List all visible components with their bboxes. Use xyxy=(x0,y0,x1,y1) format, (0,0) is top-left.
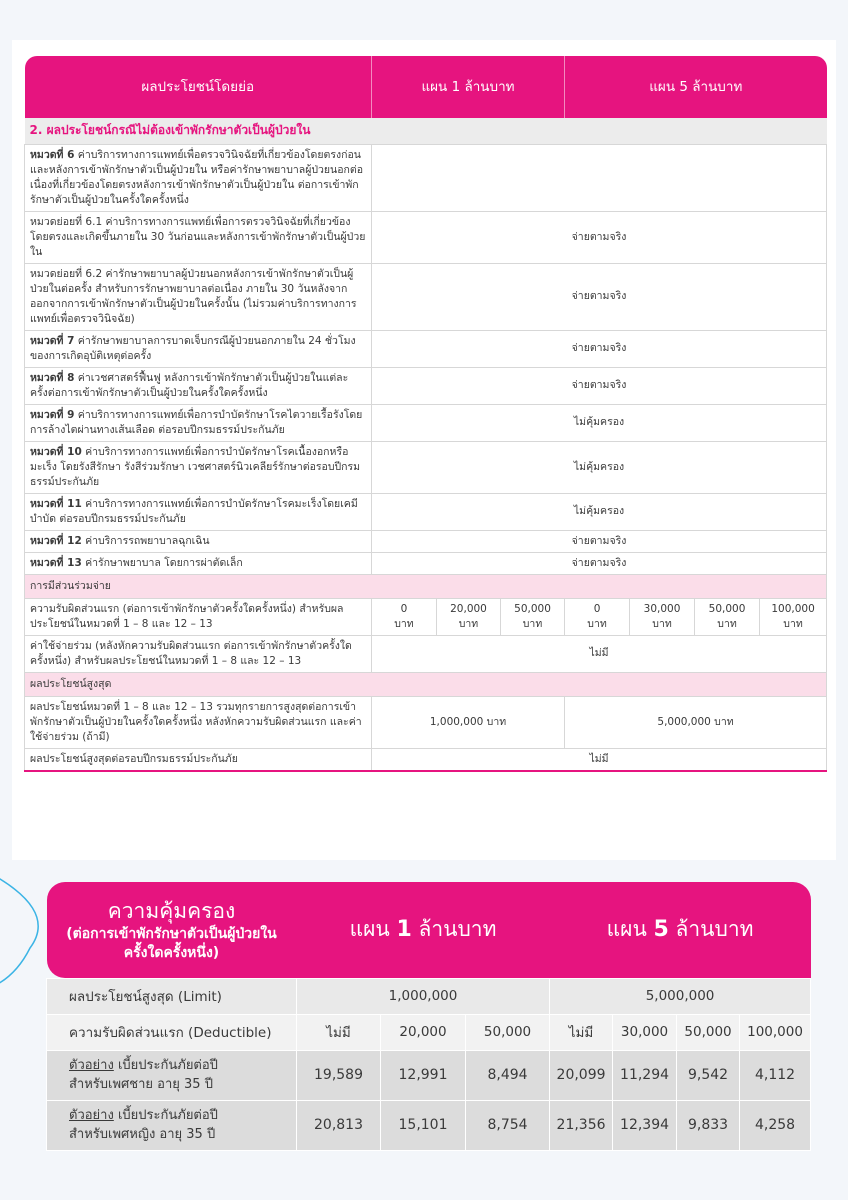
max-benefit-row xyxy=(25,696,827,748)
copay-band-row xyxy=(25,574,827,598)
deductible-unit: บาท xyxy=(783,617,803,630)
table1-header xyxy=(25,56,827,118)
category-value: ไม่คุ้มครอง xyxy=(372,493,827,530)
category-value: ไม่คุ้มครอง xyxy=(372,441,827,493)
category-text: ค่าบริการทางการแพทย์เพื่อการบำบัดรักษาโรคไตวายเรื้อรังโดยการล้างไตผ่านทางเส้นเลือด ต่อรอบปีกรมธรรม์ประกันภัย xyxy=(30,408,363,436)
section-title: 2. ผลประโยชน์กรณีไม่ต้องเข้าพักรักษาตัวเป็นผู้ป่วยใน xyxy=(25,118,827,144)
deductible-value xyxy=(437,598,501,635)
benefit-summary-table xyxy=(24,56,827,772)
category-row xyxy=(25,530,827,552)
category-row xyxy=(25,493,827,530)
category-row xyxy=(25,441,827,493)
female-premium-value: 8,754 xyxy=(466,1100,550,1150)
female-premium-value: 9,833 xyxy=(677,1100,740,1150)
deductible-value xyxy=(695,598,760,635)
deductible-amount: 100,000 xyxy=(771,602,815,615)
deductible-value: ไม่มี xyxy=(550,1014,613,1050)
header-plan1: แผน 1 ล้านบาท xyxy=(372,56,565,118)
copay-label: ค่าใช้จ่ายร่วม (หลังหักความรับผิดส่วนแรก ต่อการเข้าพักรักษาตัวครั้งใดครั้งหนึ่ง) สำหรับผลประโยชน์ในหมวดที่ 1 – 8 และ 12 – 13 xyxy=(25,635,372,672)
coverage-subtitle: (ต่อการเข้าพักรักษาตัวเป็นผู้ป่วยในครั้งใดครั้งหนึ่ง) xyxy=(66,925,277,961)
category-value: ไม่คุ้มครอง xyxy=(372,404,827,441)
max-benefit-plan5: 5,000,000 บาท xyxy=(565,696,827,748)
plan1-prefix: แผน xyxy=(349,917,397,942)
female-premium-value: 12,394 xyxy=(613,1100,677,1150)
deductible-value: ไม่มี xyxy=(297,1014,381,1050)
limit-label: ผลประโยชน์สูงสุด (Limit) xyxy=(47,978,297,1014)
category-number: หมวดที่ 9 xyxy=(30,408,75,421)
male-premium-value: 8,494 xyxy=(466,1050,550,1100)
plan5-header xyxy=(550,882,811,978)
category-description xyxy=(25,493,372,530)
category-description xyxy=(25,263,372,330)
copay-band: การมีส่วนร่วมจ่าย xyxy=(25,574,827,598)
header-plan5: แผน 5 ล้านบาท xyxy=(565,56,827,118)
female-label-line2: สำหรับเพศหญิง อายุ 35 ปี xyxy=(69,1127,216,1142)
category-value: จ่ายตามจริง xyxy=(372,263,827,330)
category-description xyxy=(25,404,372,441)
coverage-title: ความคุ้มครอง xyxy=(107,898,236,923)
category-description xyxy=(25,367,372,404)
female-label-rest: เบี้ยประกันภัยต่อปี xyxy=(113,1108,218,1123)
copay-row xyxy=(25,635,827,672)
deductible-amount: 30,000 xyxy=(643,602,681,615)
deductible-value xyxy=(501,598,565,635)
female-premium-label xyxy=(47,1100,297,1150)
category-value: จ่ายตามจริง xyxy=(372,552,827,574)
deductible-row xyxy=(25,598,827,635)
deductible-value: 20,000 xyxy=(381,1014,466,1050)
deductible-amount: 50,000 xyxy=(514,602,551,615)
example-word: ตัวอย่าง xyxy=(69,1108,114,1123)
plan1-header xyxy=(297,882,550,978)
category-text: ค่าบริการทางการแพทย์เพื่อการบำบัดรักษาโรคมะเร็งโดยเคมีบำบัด ต่อรอบปีกรมธรรม์ประกันภัย xyxy=(30,497,358,525)
deductible-value: 50,000 xyxy=(466,1014,550,1050)
deductible-value: 30,000 xyxy=(613,1014,677,1050)
deductible-amount: 20,000 xyxy=(450,602,487,615)
deductible-amount: 0 xyxy=(593,602,601,615)
category-text: ค่ารักษาพยาบาลการบาดเจ็บกรณีผู้ป่วยนอกภายใน 24 ชั่วโมงของการเกิดอุบัติเหตุต่อครั้ง xyxy=(30,334,356,362)
male-premium-value: 9,542 xyxy=(677,1050,740,1100)
deductible-value xyxy=(760,598,827,635)
max-band: ผลประโยชน์สูงสุด xyxy=(25,672,827,696)
category-description xyxy=(25,552,372,574)
category-text: ค่าเวชศาสตร์ฟื้นฟู หลังการเข้าพักรักษาตัวเป็นผู้ป่วยในแต่ละครั้งต่อการเข้าพักรักษาตัวเป็นผู้ป่วยในครั้งใดครั้งหนึ่ง xyxy=(30,371,349,399)
decorative-swirl xyxy=(0,868,50,1008)
male-label-line2: สำหรับเพศชาย อายุ 35 ปี xyxy=(69,1077,213,1092)
deductible-amount: 0 xyxy=(400,602,408,615)
deductible-unit: บาท xyxy=(717,617,737,630)
category-text: หมวดย่อยที่ 6.1 ค่าบริการทางการแพทย์เพื่อการตรวจวินิจฉัยที่เกี่ยวข้องโดยตรงและเกิดขึ้นภายใน 30 วันก่อนและหลังการเข้าพักรักษาตัวเป็นผู้ป่วยใน xyxy=(30,215,366,258)
coverage-header xyxy=(47,882,297,978)
male-premium-value: 12,991 xyxy=(381,1050,466,1100)
category-number: หมวดที่ 10 xyxy=(30,445,82,458)
deductible-unit: บาท xyxy=(394,617,414,630)
category-text: หมวดย่อยที่ 6.2 ค่ารักษาพยาบาลผู้ป่วยนอกหลังการเข้าพักรักษาตัวเป็นผู้ป่วยในต่อครั้ง สำหรับการรักษาพยาบาลต่อเนื่อง ภายใน 30 วันหลังจากออกจากการเข้าพักรักษาตัวเป็นผู้ป่วยในครั้งนั้น (ไม่รวมค่าบริการทางการแพทย์เพื่อตรวจวินิจฉัย) xyxy=(30,267,357,325)
max-benefit-plan1: 1,000,000 บาท xyxy=(372,696,565,748)
deductible-unit: บาท xyxy=(522,617,543,630)
annual-max-label: ผลประโยชน์สูงสุดต่อรอบปีกรมธรรม์ประกันภัย xyxy=(25,748,372,771)
category-number: หมวดที่ 12 xyxy=(30,534,82,547)
plan5-suffix: ล้านบาท xyxy=(668,917,754,942)
male-premium-value: 20,099 xyxy=(550,1050,613,1100)
male-label-rest: เบี้ยประกันภัยต่อปี xyxy=(113,1058,218,1073)
plan5-number: 5 xyxy=(653,917,669,943)
category-description xyxy=(25,144,372,211)
deductible-value xyxy=(565,598,630,635)
category-row xyxy=(25,144,827,211)
female-premium-row xyxy=(47,1100,811,1150)
category-row xyxy=(25,404,827,441)
limit-row xyxy=(47,978,811,1014)
female-premium-value: 20,813 xyxy=(297,1100,381,1150)
max-benefit-label: ผลประโยชน์หมวดที่ 1 – 8 และ 12 – 13 รวมทุกรายการสูงสุดต่อการเข้าพักรักษาตัวเป็นผู้ป่วยในครั้งใดครั้งหนึ่ง หลังหักความรับผิดส่วนแรก และค่าใช้จ่ายร่วม (ถ้ามี) xyxy=(25,696,372,748)
category-text: ค่าบริการทางการแพทย์เพื่อตรวจวินิจฉัยที่เกี่ยวข้องโดยตรงก่อนและหลังการเข้าพักรักษาตัวเป็นผู้ป่วยใน หรือค่ารักษาพยาบาลผู้ป่วยนอกต่อเนื่องที่เกี่ยวข้องโดยตรงหลังการเข้าพักรักษาตัวเป็นผู้ป่วยใน ต่อการเข้าพักรักษาตัวเป็นผู้ป่วยในครั้งใดครั้งหนึ่ง xyxy=(30,148,364,206)
male-premium-value: 4,112 xyxy=(740,1050,811,1100)
category-row xyxy=(25,367,827,404)
category-value: จ่ายตามจริง xyxy=(372,530,827,552)
deductible-unit: บาท xyxy=(587,617,607,630)
copay-value: ไม่มี xyxy=(372,635,827,672)
category-text: ค่าบริการทางการแพทย์เพื่อการบำบัดรักษาโรคเนื้องอกหรือมะเร็ง โดยรังสีรักษา รังสีร่วมรักษา เวชศาสตร์นิวเคลียร์รักษาต่อรอบปีกรมธรรม์ประกันภัย xyxy=(30,445,361,488)
example-word: ตัวอย่าง xyxy=(69,1058,114,1073)
category-row xyxy=(25,330,827,367)
category-text: ค่าบริการรถพยาบาลฉุกเฉิน xyxy=(81,534,210,547)
male-premium-value: 19,589 xyxy=(297,1050,381,1100)
category-row xyxy=(25,263,827,330)
annual-max-row xyxy=(25,748,827,771)
plan1-number: 1 xyxy=(396,917,412,943)
category-row xyxy=(25,552,827,574)
category-description xyxy=(25,211,372,263)
header-summary: ผลประโยชน์โดยย่อ xyxy=(25,56,372,118)
deductible-amount: 50,000 xyxy=(708,602,746,615)
deductible-value xyxy=(630,598,695,635)
max-band-row xyxy=(25,672,827,696)
deductible-unit: บาท xyxy=(652,617,672,630)
deductible-label: ความรับผิดส่วนแรก (Deductible) xyxy=(47,1014,297,1050)
limit-plan1: 1,000,000 xyxy=(297,978,550,1014)
category-number: หมวดที่ 7 xyxy=(30,334,75,347)
deductible-value: 100,000 xyxy=(740,1014,811,1050)
section-title-row xyxy=(25,118,827,144)
category-description xyxy=(25,530,372,552)
table2-header xyxy=(47,882,811,978)
deductible-value xyxy=(372,598,437,635)
category-number: หมวดที่ 13 xyxy=(30,556,82,569)
deductible-row xyxy=(47,1014,811,1050)
annual-max-value: ไม่มี xyxy=(372,748,827,771)
limit-plan5: 5,000,000 xyxy=(550,978,811,1014)
category-description xyxy=(25,330,372,367)
male-premium-label xyxy=(47,1050,297,1100)
category-value: จ่ายตามจริง xyxy=(372,330,827,367)
category-number: หมวดที่ 8 xyxy=(30,371,75,384)
deductible-value: 50,000 xyxy=(677,1014,740,1050)
category-text: ค่ารักษาพยาบาล โดยการผ่าตัดเล็ก xyxy=(81,556,243,569)
deductible-label: ความรับผิดส่วนแรก (ต่อการเข้าพักรักษาตัวครั้งใดครั้งหนึ่ง) สำหรับผลประโยชน์ในหมวดที่ 1 – 8 และ 12 – 13 xyxy=(25,598,372,635)
category-value: จ่ายตามจริง xyxy=(372,367,827,404)
female-premium-value: 21,356 xyxy=(550,1100,613,1150)
coverage-premium-table xyxy=(46,882,811,1151)
plan1-suffix: ล้านบาท xyxy=(411,917,497,942)
female-premium-value: 15,101 xyxy=(381,1100,466,1150)
plan5-prefix: แผน xyxy=(606,917,654,942)
category-number: หมวดที่ 6 xyxy=(30,148,75,161)
deductible-unit: บาท xyxy=(458,617,479,630)
male-premium-value: 11,294 xyxy=(613,1050,677,1100)
category-row xyxy=(25,211,827,263)
female-premium-value: 4,258 xyxy=(740,1100,811,1150)
category-number: หมวดที่ 11 xyxy=(30,497,82,510)
male-premium-row xyxy=(47,1050,811,1100)
category-value: จ่ายตามจริง xyxy=(372,211,827,263)
category-value xyxy=(372,144,827,211)
category-description xyxy=(25,441,372,493)
